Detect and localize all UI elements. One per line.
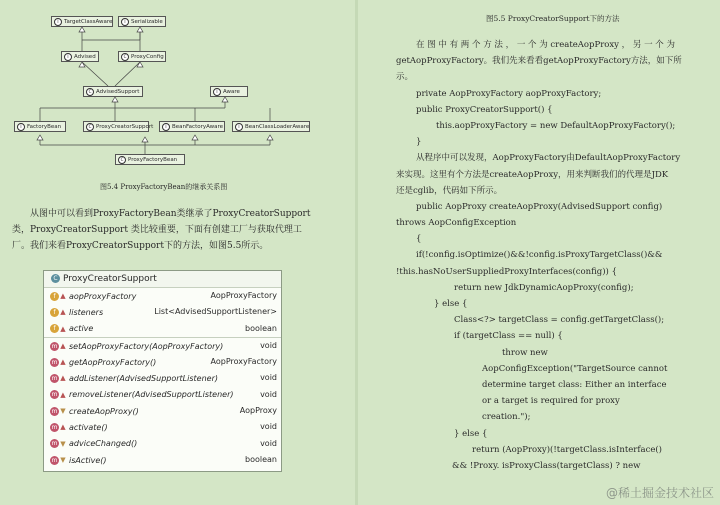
member-type: AopProxy <box>239 406 277 416</box>
panel-title: ProxyCreatorSupport <box>63 274 157 284</box>
code-line: return (AopProxy)(!targetClass.isInterface() <box>472 444 662 455</box>
method-icon: m <box>51 391 58 399</box>
node-label: BeanClassLoaderAware <box>245 124 310 130</box>
method-icon: m <box>51 342 58 350</box>
node-factory-bean <box>14 121 66 132</box>
field-row[interactable] <box>44 288 281 304</box>
code-line: public AopProxy createAopProxy(AdvisedSupport config) <box>416 201 663 212</box>
method-row[interactable] <box>44 370 281 386</box>
code-line: throw new <box>502 347 548 358</box>
node-proxy-creator-support <box>83 121 154 132</box>
method-row[interactable] <box>44 436 281 452</box>
member-name: removeListener(AdvisedSupportListener) <box>69 390 234 400</box>
figure-title: 图5.5 ProxyCreatorSupport下的方法 <box>486 14 620 23</box>
method-icon: m <box>51 375 58 383</box>
lock-icon: ▲ <box>60 358 66 367</box>
code-line: } else { <box>434 299 468 309</box>
member-type: void <box>260 373 277 383</box>
code-line: throws AopConfigException <box>396 218 517 229</box>
member-name: isActive() <box>69 455 107 465</box>
class-icon: C <box>121 53 129 61</box>
node-label: ProxyCreatorSupport <box>96 124 154 130</box>
interface-icon: I <box>54 18 62 26</box>
lock-icon: ▲ <box>60 390 66 399</box>
class-icon: C <box>51 274 60 283</box>
member-type: void <box>260 389 277 399</box>
member-name: adviceChanged() <box>69 439 138 449</box>
interface-icon: I <box>162 123 170 131</box>
class-icon: C <box>86 123 94 131</box>
node-serializable <box>118 16 166 27</box>
code-line: { <box>416 234 422 245</box>
node-advised <box>61 51 99 62</box>
text-line: getAopProxyFactory。我们先来看看getAopProxyFactory方法，如下所 <box>396 56 682 67</box>
text-line: 来实现。这里有个方法是createAopProxy，用来判断我们的代理是JDK <box>396 169 669 180</box>
node-label: Aware <box>223 89 240 95</box>
member-name: createAopProxy() <box>69 406 139 416</box>
class-icon: C <box>86 88 94 96</box>
node-proxy-config <box>118 51 166 62</box>
lock-icon: ▲ <box>60 292 66 300</box>
interface-icon: I <box>121 18 129 26</box>
field-icon: f <box>50 324 59 333</box>
node-label: TargetClassAware <box>64 19 113 25</box>
node-advised-support <box>83 86 143 97</box>
code-line: if(!config.isOptimize()&&!config.isProxyTargetClass()&& <box>416 250 663 261</box>
method-row[interactable] <box>44 354 281 370</box>
figure-caption: 图5.4 ProxyFactoryBean的继承关系图 <box>100 183 228 191</box>
field-icon: f <box>50 308 59 317</box>
code-line: } <box>416 137 422 148</box>
node-label: FactoryBean <box>27 124 62 130</box>
code-line: } else { <box>454 428 488 439</box>
node-bean-factory-aware <box>159 121 225 132</box>
code-line: if (targetClass == null) { <box>454 331 563 342</box>
method-icon: m <box>51 407 58 415</box>
member-name: getAopProxyFactory() <box>69 357 157 367</box>
member-type: List<AdvisedSupportListener> <box>154 307 277 317</box>
right-text-block <box>396 37 682 474</box>
code-line: this.aopProxyFactory = new DefaultAopProxyFactory(); <box>436 120 676 131</box>
member-type: AopProxyFactory <box>210 357 277 367</box>
method-row[interactable] <box>44 387 281 403</box>
panel-header <box>44 271 281 288</box>
method-icon: m <box>51 358 58 366</box>
paragraph-line: 类，ProxyCreatorSupport 类比较重要，下面有创建工厂与获取代理工 <box>12 225 302 235</box>
body-paragraph <box>12 206 342 254</box>
paragraph-line: 厂。我们来看ProxyCreatorSupport下的方法，如图5.5所示。 <box>12 241 269 251</box>
node-label: Serializable <box>131 19 163 25</box>
interface-icon: I <box>213 88 221 96</box>
method-icon: m <box>51 456 58 464</box>
interface-icon: I <box>17 123 25 131</box>
code-line: !this.hasNoUserSuppliedProxyInterfaces(config)) { <box>396 266 617 277</box>
method-row[interactable] <box>44 419 281 435</box>
text-line: 在 图 中 有 两 个 方 法 ， 一 个 为 createAopProxy ， 另 一 个 为 <box>416 40 675 50</box>
method-row[interactable] <box>44 337 281 354</box>
member-name: setAopProxyFactory(AopProxyFactory) <box>69 341 224 351</box>
node-label: ProxyFactoryBean <box>128 157 178 163</box>
lock-icon: ▲ <box>60 308 66 317</box>
member-name: activate() <box>69 423 108 433</box>
code-line: && !Proxy. isProxyClass(targetClass) ? new <box>452 460 641 471</box>
node-label: AdvisedSupport <box>96 89 140 95</box>
member-type: void <box>260 340 277 350</box>
lock-icon: ▲ <box>60 374 66 383</box>
code-line: private AopProxyFactory aopProxyFactory; <box>416 88 602 99</box>
node-label: BeanFactoryAware <box>172 124 224 130</box>
code-line: public ProxyCreatorSupport() { <box>416 104 553 115</box>
field-icon: f <box>50 292 59 301</box>
method-icon: m <box>51 424 58 432</box>
protected-icon: ▼ <box>60 439 66 448</box>
node-aware <box>210 86 248 97</box>
structure-panel <box>43 270 282 472</box>
watermark: @稀土掘金技术社区 <box>605 486 714 500</box>
interface-icon: I <box>64 53 72 61</box>
lock-icon: ▲ <box>60 341 66 350</box>
node-bean-class-loader-aware <box>232 121 310 132</box>
lock-icon: ▲ <box>60 423 66 432</box>
class-icon: C <box>118 156 126 164</box>
method-row[interactable] <box>44 452 281 468</box>
right-page <box>358 0 720 505</box>
paragraph-line: 从图中可以看到ProxyFactoryBean类继承了ProxyCreatorSupport <box>30 209 311 219</box>
member-type: void <box>260 438 277 448</box>
method-icon: m <box>51 440 58 448</box>
member-name: aopProxyFactory <box>69 291 137 301</box>
node-label: ProxyConfig <box>131 54 164 60</box>
member-type: void <box>260 422 277 432</box>
inheritance-diagram <box>0 0 355 180</box>
protected-icon: ▼ <box>60 407 66 416</box>
node-label: Advised <box>74 54 96 60</box>
member-type: AopProxyFactory <box>210 291 277 300</box>
code-line: creation."); <box>482 412 531 423</box>
field-row[interactable] <box>44 321 281 337</box>
interface-icon: I <box>235 123 243 131</box>
code-line: return new JdkDynamicAopProxy(config); <box>454 282 634 293</box>
left-page <box>0 0 355 505</box>
member-name: addListener(AdvisedSupportListener) <box>69 374 218 384</box>
member-name: listeners <box>69 307 104 317</box>
code-line: determine target class: Either an interface <box>482 379 667 390</box>
lock-icon: ▲ <box>60 324 66 333</box>
node-proxy-factory-bean <box>115 154 185 165</box>
node-target-class-aware <box>51 16 113 27</box>
text-line: 还是cglib，代码如下所示。 <box>396 185 503 196</box>
code-line: or a target is required for proxy <box>482 396 620 407</box>
protected-icon: ▼ <box>60 455 66 464</box>
member-type: boolean <box>245 323 277 333</box>
text-line: 从程序中可以发现，AopProxyFactory由DefaultAopProxyFactory <box>416 153 681 164</box>
code-line: Class<?> targetClass = config.getTargetClass(); <box>454 315 665 326</box>
field-row[interactable] <box>44 304 281 320</box>
method-row[interactable] <box>44 403 281 419</box>
member-type: boolean <box>245 454 277 464</box>
text-line: 示。 <box>396 72 414 83</box>
member-name: active <box>69 324 94 334</box>
code-line: AopConfigException("TargetSource cannot <box>482 363 668 374</box>
